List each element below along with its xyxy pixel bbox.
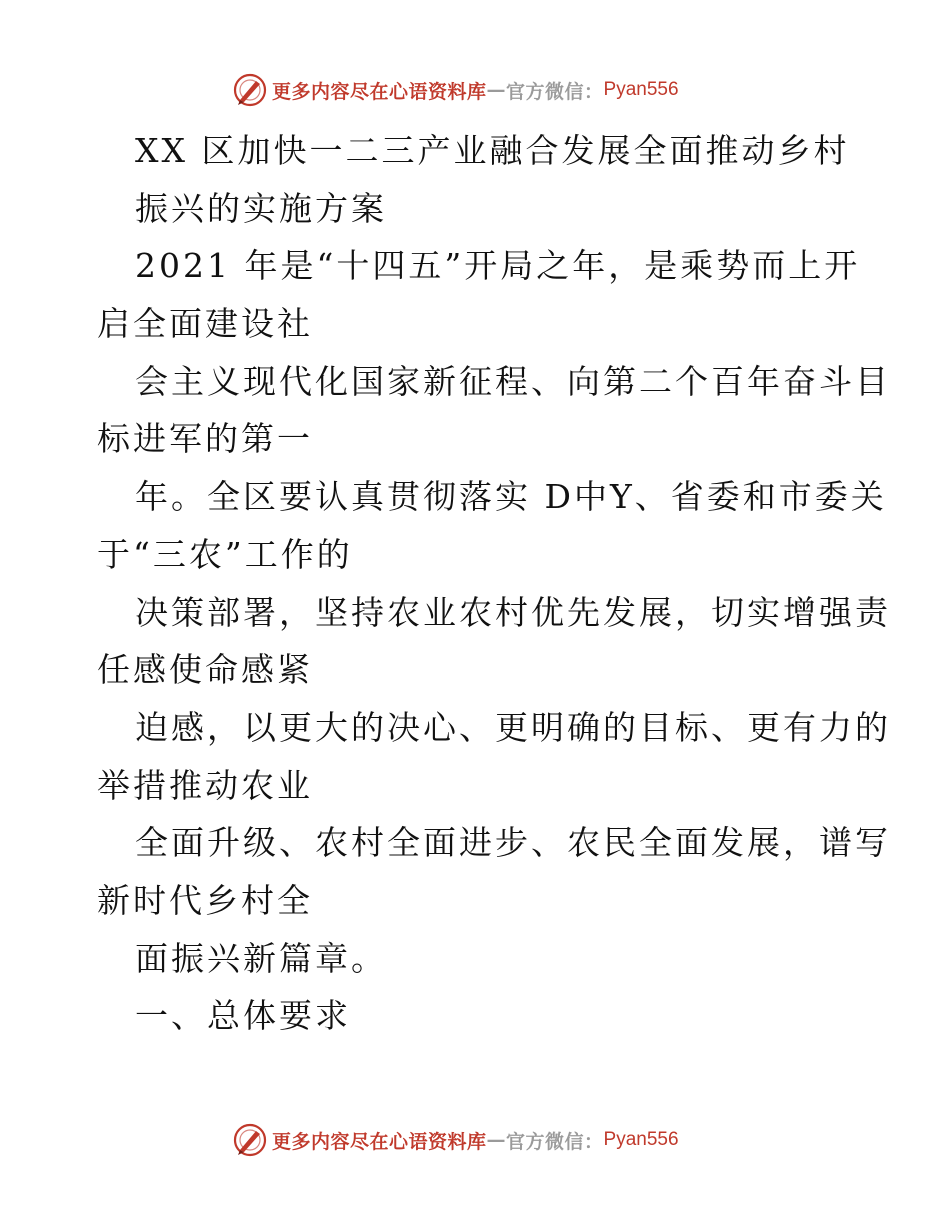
document-line: 于“三农”工作的	[97, 534, 353, 574]
document-line: 标进军的第一	[97, 419, 313, 459]
document-line: 一、总体要求	[135, 996, 351, 1036]
header-watermark	[232, 72, 679, 108]
watermark-dash: —	[486, 1129, 507, 1151]
watermark-wechat-id: Pyan556	[603, 1129, 679, 1150]
watermark-official-label: 官方微信：	[506, 1130, 604, 1153]
document-line: 会主义现代化国家新征程、向第二个百年奋斗目	[135, 361, 891, 401]
document-line: 全面升级、农村全面进步、农民全面发展，谱写	[135, 823, 891, 863]
document-line: 任感使命感紧	[97, 650, 313, 690]
watermark-wechat-id: Pyan556	[603, 79, 679, 100]
document-line: 2021 年是“十四五”开局之年，是乘势而上开	[135, 246, 861, 286]
document-line: 举措推动农业	[97, 765, 313, 805]
document-line: 年。全区要认真贯彻落实 D中Y、省委和市委关	[135, 477, 887, 517]
watermark-official-label: 官方微信：	[506, 80, 604, 103]
document-line: 迫感，以更大的决心、更明确的目标、更有力的	[135, 707, 891, 747]
footer-watermark	[232, 1122, 679, 1158]
pen-logo-icon	[232, 1122, 268, 1158]
pen-logo-icon	[232, 72, 268, 108]
watermark-main-text: 更多内容尽在心语资料库	[272, 1130, 487, 1153]
document-line: 面振兴新篇章。	[135, 938, 387, 978]
document-line: XX 区加快一二三产业融合发展全面推动乡村	[135, 131, 850, 170]
document-body	[97, 122, 891, 1045]
watermark-dash: —	[486, 79, 507, 101]
document-line: 决策部署，坚持农业农村优先发展，切实增强责	[135, 592, 891, 632]
document-line: 启全面建设社	[97, 304, 313, 344]
document-line: 振兴的实施方案	[135, 188, 387, 228]
document-line: 新时代乡村全	[97, 880, 313, 920]
watermark-main-text: 更多内容尽在心语资料库	[272, 80, 487, 103]
